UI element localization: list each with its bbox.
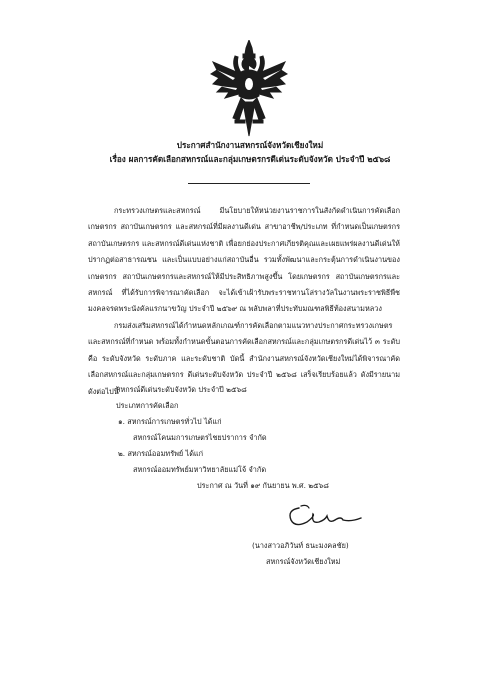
garuda-emblem-icon xyxy=(209,40,289,138)
handwritten-signature-icon xyxy=(285,500,365,532)
signer-name: (นางสาวอภิวันท์ ธนะมงคลชัย) xyxy=(252,541,349,550)
body-paragraph-1: กระทรวงเกษตรและสหกรณ์ มีนโยบายให้หน่วยงานราชการในสังกัดดำเนินการคัดเลือกเกษตรกร สถาบันเกษตรกร และสหกรณ์ที่มีผลงานดีเด่น สาขาอาชีพ/ประเภท ที่กำหนดเป็นเกษตรกร สถาบันเกษตรกร และสหกรณ์ดีเด่นแห่งชาติ เพื่อยกย่องประกาศเกียรติคุณและเผยแพร่ผลงานดีเด่นให้ปรากฏต่อสาธารณชน และเป็นแบบอย่างแก่สถาบันอื่น รวมทั้งพัฒนาและกระตุ้นการดำเนินงานของเกษตรกร สถาบันเกษตรกรและสหกรณ์ให้มีประสิทธิภาพสูงขึ้น โดยเกษตรกร สถาบันเกษตรกรและสหกรณ์ ที่ได้รับการพิจารณาคัดเลือก จะได้เข้าเฝ้ารับพระราชทานโล่รางวัลในงานพระราชพิธีพืชมงคลจรดพระนังคัลแรกนาขวัญ ประจำปี ๒๕๖๙ ณ พลับพลาที่ประทับมณฑลพิธีท้องสนามหลวง xyxy=(88,206,400,314)
result-item-2-label: ๒. สหกรณ์ออมทรัพย์ ได้แก่ xyxy=(118,449,204,458)
signer-position: สหกรณ์จังหวัดเชียงใหม่ xyxy=(266,557,341,566)
result-item-1-label: ๑. สหกรณ์การเกษตรทั่วไป ได้แก่ xyxy=(118,417,222,426)
title-divider xyxy=(188,183,310,184)
body-paragraph-2: กรมส่งเสริมสหกรณ์ได้กำหนดหลักเกณฑ์การคัดเลือกตามแนวทางประกาศกระทรวงเกษตรและสหกรณ์ที่กำหนด พร้อมทั้งกำหนดขั้นตอนการคัดเลือกสหกรณ์และกลุ่มเกษตรกรดีเด่นไว้ ๓ ระดับ คือ ระดับจังหวัด ระดับภาค และระดับชาติ บัดนี้ สำนักงานสหกรณ์จังหวัดเชียงใหม่ได้พิจารณาคัดเลือกสหกรณ์และกลุ่มเกษตรกร ดีเด่นระดับจังหวัด ประจำปี ๒๕๖๘ เสร็จเรียบร้อยแล้ว ดังมีรายนามดังต่อไปนี้ xyxy=(88,321,400,396)
announce-date: ประกาศ ณ วันที่ ๑๙ กันยายน พ.ศ. ๒๕๖๘ xyxy=(197,481,329,490)
announcement-title: ประกาศสำนักงานสหกรณ์จังหวัดเชียงใหม่ xyxy=(176,140,324,150)
result-item-2-winner: สหกรณ์ออมทรัพย์มหาวิทยาลัยแม่โจ้ จำกัด xyxy=(133,465,267,474)
announcement-subject: เรื่อง ผลการคัดเลือกสหกรณ์และกลุ่มเกษตรกรดีเด่นระดับจังหวัด ประจำปี ๒๕๖๘ xyxy=(109,154,391,164)
results-heading: สหกรณ์ดีเด่นระดับจังหวัด ประจำปี ๒๕๖๘ xyxy=(116,385,247,394)
results-category-label: ประเภทการคัดเลือก xyxy=(116,401,179,410)
result-item-1-winner: สหกรณ์โคนมการเกษตรไชยปราการ จำกัด xyxy=(133,433,267,442)
